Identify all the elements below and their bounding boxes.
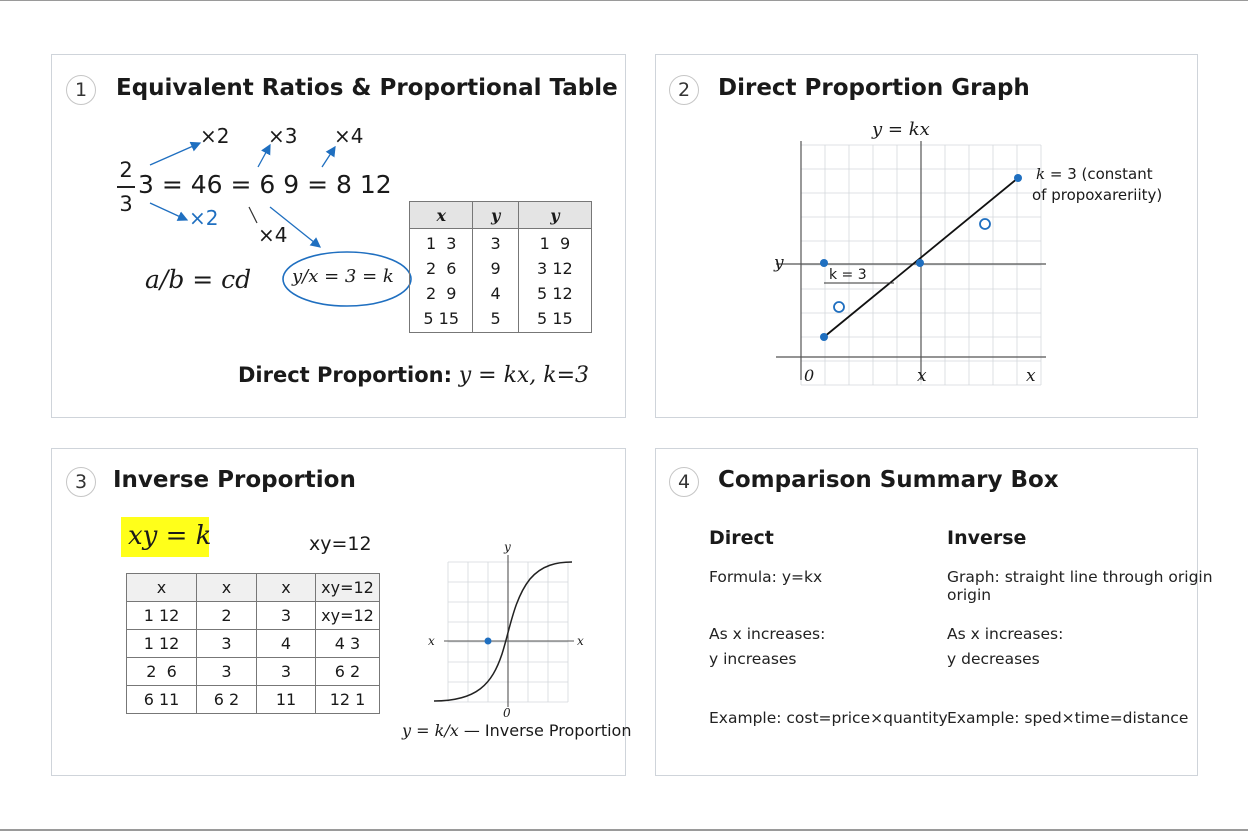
- line-point: [916, 259, 924, 267]
- table-header: y: [518, 202, 591, 229]
- table-cell: 1 9 3 12 5 12 5 15: [518, 229, 591, 333]
- graph-origin-label: 0: [503, 706, 511, 720]
- table-cell: 6 11: [127, 686, 197, 714]
- table-cell: 3 9 4 5: [473, 229, 518, 333]
- direct-example: Example: cost=price×quantity: [709, 709, 948, 727]
- table-header: y: [473, 202, 518, 229]
- inverse-increases-line-2: y decreases: [947, 650, 1040, 668]
- line-point: [820, 333, 828, 341]
- equation-ab: a/b = cd: [145, 265, 252, 294]
- arrow-x2-bottom: [150, 203, 187, 220]
- panel-title: Equivalent Ratios & Proportional Table: [116, 75, 618, 101]
- arrow-x2-top: [150, 143, 200, 165]
- mult-top-1: ×2: [200, 124, 230, 148]
- panel-inverse-proportion: [51, 448, 632, 776]
- ratio-constant: y/x = 3 = k: [292, 266, 394, 287]
- inverse-caption: [402, 721, 631, 740]
- product-label: xy=12: [309, 533, 372, 555]
- constant-annotation-line-1: [1036, 165, 1153, 183]
- mult-top-2: ×3: [268, 124, 298, 148]
- table-header: x: [257, 574, 316, 602]
- fraction-numerator: 2: [119, 158, 133, 182]
- direct-increases-line-2: y increases: [709, 650, 797, 668]
- mult-top-3: ×4: [334, 124, 364, 148]
- arrow-x3-top: [258, 145, 270, 167]
- table-cell: 4 3: [316, 630, 380, 658]
- table-header: x: [197, 574, 257, 602]
- caption-equation: y = kx, k=3: [458, 363, 590, 388]
- arrow-x4-top: [322, 147, 335, 167]
- y-axis-label: y: [774, 253, 784, 273]
- inverse-graph-line-2: origin: [947, 586, 992, 604]
- table-cell: 6 2: [316, 658, 380, 686]
- table-cell: 3: [257, 658, 316, 686]
- table-cell: 3: [257, 602, 316, 630]
- table-cell: 12 1: [316, 686, 380, 714]
- table-cell: 4: [257, 630, 316, 658]
- fraction-bar: [117, 186, 135, 188]
- table-cell: 1 12: [127, 602, 197, 630]
- inverse-heading: Inverse: [947, 527, 1027, 549]
- direct-formula: Formula: y=kx: [709, 568, 823, 586]
- inverse-increases-line-1: As x increases:: [947, 625, 1064, 643]
- panel-title: Direct Proportion Graph: [718, 75, 1030, 101]
- panel-number: 3: [66, 467, 96, 497]
- line-point: [1014, 174, 1022, 182]
- table-cell: 11: [257, 686, 316, 714]
- origin-label: 0: [804, 366, 815, 385]
- fraction-denominator: 3: [119, 192, 133, 216]
- open-point: [980, 219, 990, 229]
- open-point: [834, 302, 844, 312]
- table-header: x: [127, 574, 197, 602]
- table-cell: 2: [197, 602, 257, 630]
- inverse-example: Example: sped×time=distance: [947, 709, 1189, 727]
- top-border-line: [0, 0, 1248, 1]
- x-axis-label-1: x: [917, 366, 927, 386]
- inverse-equation: xy = k: [128, 521, 212, 551]
- annotation-text: = 3 (constant: [1049, 165, 1153, 183]
- inverse-curve: [434, 562, 572, 701]
- panel-equivalent-ratios: [51, 54, 626, 418]
- table-header: x: [410, 202, 473, 229]
- tick-x4-bottom: [249, 207, 257, 223]
- panel-number: 1: [66, 75, 96, 105]
- caption-text: — Inverse Proportion: [458, 721, 632, 740]
- graph-y-label: y: [504, 540, 511, 554]
- table-cell: 1 3 2 6 2 9 5 15: [410, 229, 473, 333]
- mult-bottom-2: ×4: [258, 223, 288, 247]
- graph-title: y = kx: [872, 119, 930, 140]
- mult-bottom-1: ×2: [189, 206, 219, 230]
- panel-title: Comparison Summary Box: [718, 467, 1059, 493]
- table-cell: 2 6: [127, 658, 197, 686]
- graph-x-label-right: x: [577, 634, 584, 648]
- graph-x-label-left: x: [428, 634, 435, 648]
- curve-point: [485, 638, 492, 645]
- proportional-table: [409, 201, 592, 333]
- table-cell: 1 12: [127, 630, 197, 658]
- panel-number: 2: [669, 75, 699, 105]
- inverse-graph-line-1: Graph: straight line through origin: [947, 568, 1213, 586]
- direct-heading: Direct: [709, 527, 774, 549]
- direct-proportion-graph: [656, 55, 1199, 419]
- ratio-chain: 3 = 46 = 6 9 = 8 12: [138, 170, 392, 199]
- x-axis-label-2: x: [1026, 366, 1036, 386]
- table-cell: xy=12: [316, 602, 380, 630]
- panel-number: 4: [669, 467, 699, 497]
- table-header: xy=12: [316, 574, 380, 602]
- caption-label: Direct Proportion:: [238, 363, 453, 387]
- panel-comparison-summary: [655, 448, 1213, 776]
- table-cell: 6 2: [197, 686, 257, 714]
- table-cell: 3: [197, 630, 257, 658]
- k-label: k = 3: [829, 267, 867, 283]
- table-cell: 3: [197, 658, 257, 686]
- bottom-border-line: [0, 829, 1248, 831]
- direct-proportion-caption: [238, 363, 589, 388]
- y-axis-point: [820, 259, 828, 267]
- annotation-k: k: [1036, 165, 1046, 183]
- panel-direct-graph: [655, 54, 1198, 418]
- constant-annotation-line-2: of propoxareriity): [1032, 186, 1163, 204]
- caption-equation: y = k/x: [402, 721, 459, 740]
- direct-increases-line-1: As x increases:: [709, 625, 826, 643]
- panel-title: Inverse Proportion: [113, 467, 356, 493]
